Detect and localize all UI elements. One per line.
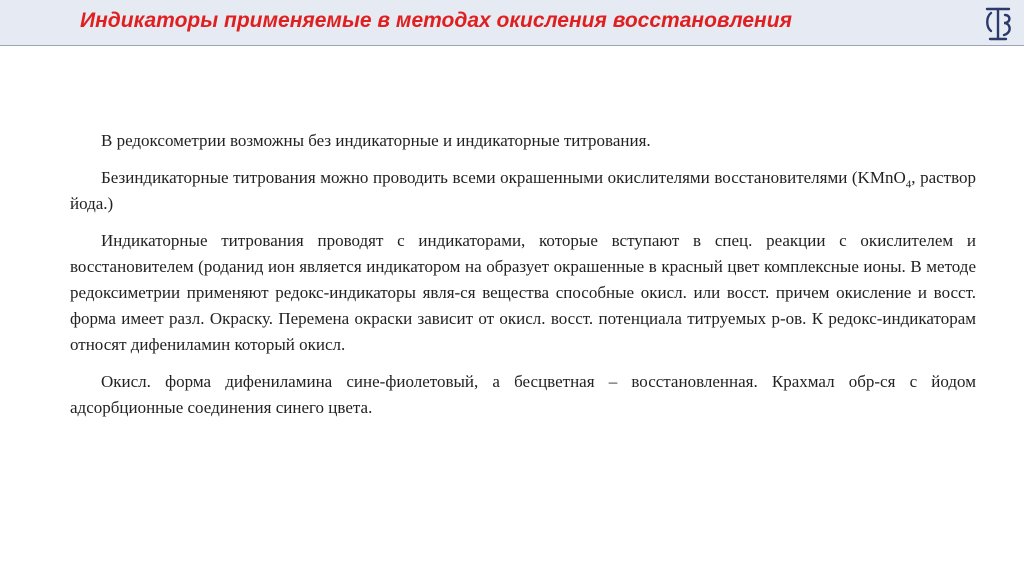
paragraph-2	[70, 165, 976, 217]
slide-title: Индикаторы применяемые в методах окисления восстановления	[80, 9, 792, 32]
paragraph-1-text: В редоксометрии возможны без индикаторные и индикаторные титрования.	[101, 131, 651, 150]
paragraph-4	[70, 369, 976, 421]
university-logo-icon	[978, 1, 1018, 45]
paragraph-1	[70, 128, 976, 154]
paragraph-3	[70, 228, 976, 358]
paragraph-2-main: Безиндикаторные титрования можно проводить всеми окрашенными окислителями восстановителями (KMnO	[101, 168, 906, 187]
kmno4-subscript: 4	[905, 178, 912, 191]
slide-body	[70, 128, 976, 432]
paragraph-3-text: Индикаторные титрования проводят с индикаторами, которые вступают в спец. реакции с окислителем и восстановителем (роданид ион является индикатором на образует окрашенные в красный цвет комплексные ионы. В методе редоксиметрии применяют редокс-индикаторы явля-ся вещества способные окисл. или восст. причем окисление и восст. форма имеет разл. Окраску. Перемена окраски зависит от окисл. восст. потенциала титруемых р-ов. К редокс-индикаторам относят дифениламин который окисл.	[70, 231, 976, 354]
paragraph-2-tail: , раствор йода.)	[70, 168, 976, 213]
slide-header	[0, 0, 1024, 46]
paragraph-4-text: Окисл. форма дифениламина сине-фиолетовый, а бесцветная – восстановленная. Крахмал обр-ся с йодом адсорбционные соединения синего цвета.	[70, 372, 976, 417]
